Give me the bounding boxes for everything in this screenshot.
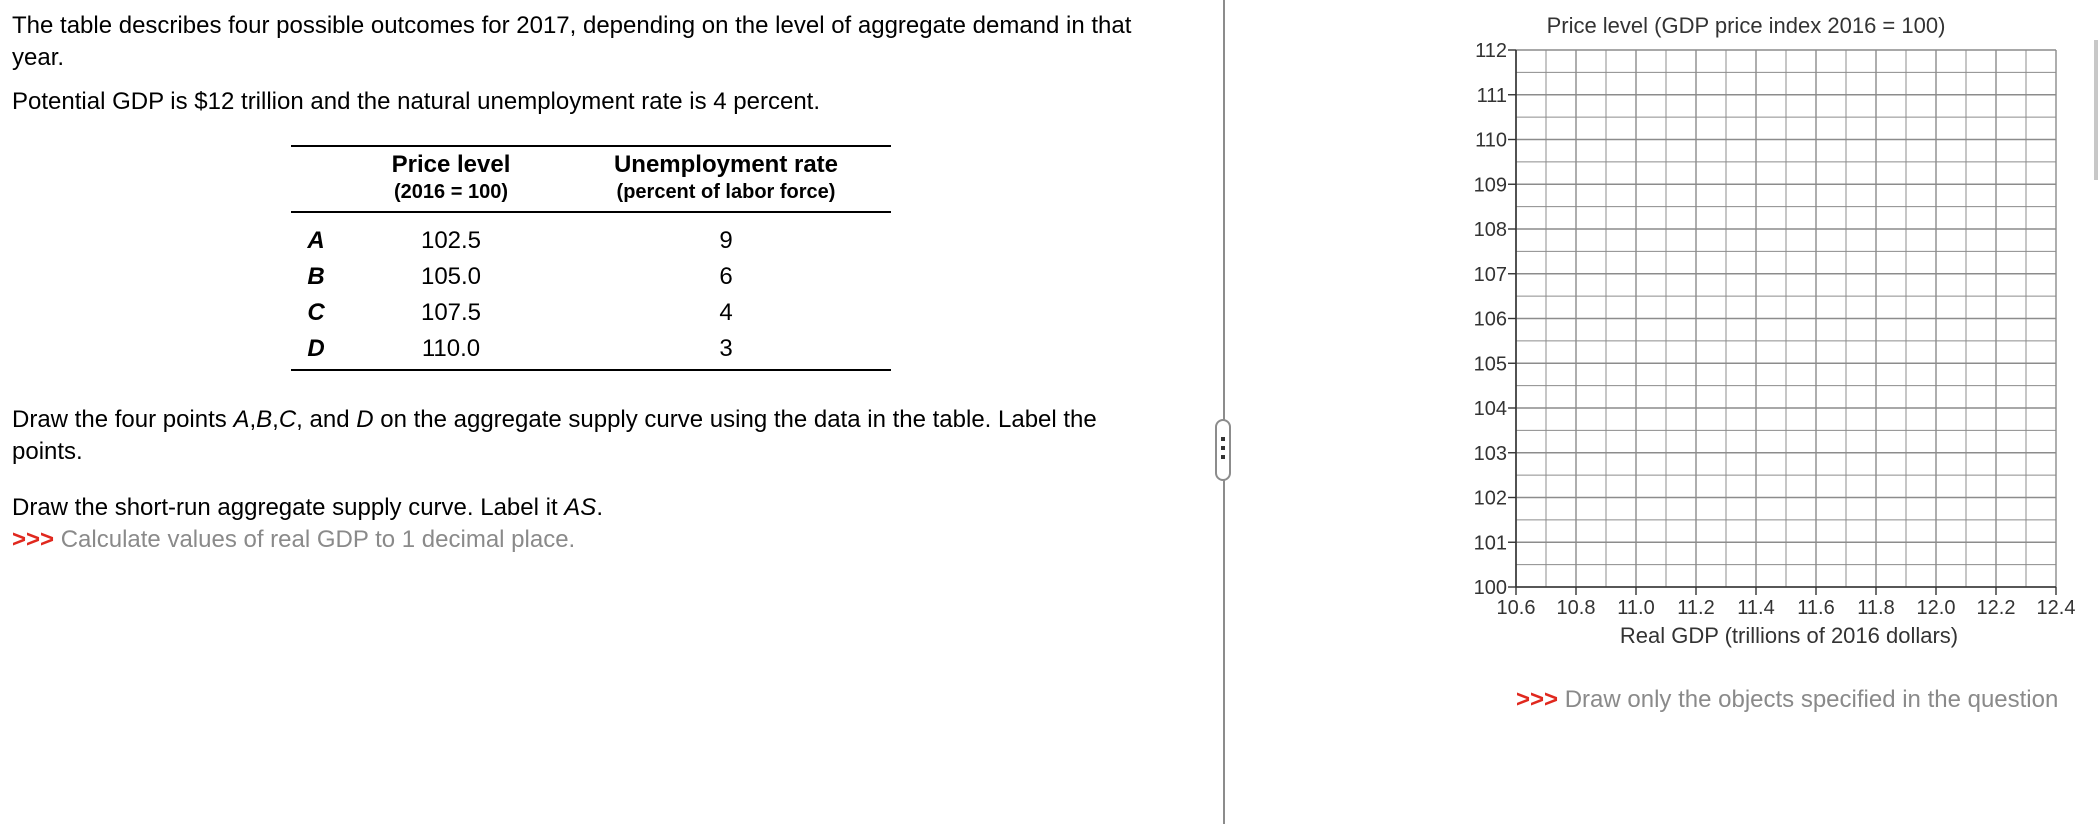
- y-tick-label: 104: [1473, 398, 1507, 420]
- unemployment-cell: 4: [719, 299, 733, 326]
- y-tick-label: 109: [1473, 174, 1507, 197]
- graph-hint: [1516, 684, 2058, 716]
- x-axis-title: Real GDP (trillions of 2016 dollars): [1619, 623, 1959, 648]
- y-tick-label: 111: [1476, 84, 1507, 107]
- x-tick-label: 12.0: [1916, 597, 1956, 619]
- x-tick-label: 10.6: [1496, 597, 1536, 619]
- x-tick-labels: [1497, 597, 2076, 619]
- hint-arrow: >>>: [12, 526, 55, 553]
- outcomes-table: [291, 145, 891, 371]
- unemployment-cell: 3: [561, 331, 891, 370]
- unemployment-cell: 6: [719, 263, 733, 290]
- instr-text-and: and: [302, 406, 357, 433]
- axis-ticks: [1508, 50, 2056, 595]
- table-row: [291, 295, 891, 331]
- y-tick-label: 101: [1473, 532, 1507, 555]
- handle-dot-icon: [1221, 455, 1225, 459]
- point-label-b: B: [256, 406, 273, 433]
- scrollbar[interactable]: [2094, 40, 2098, 180]
- x-tick-label: 11.8: [1857, 597, 1895, 619]
- y-tick-labels: [1474, 40, 1507, 599]
- header-unemployment-rate: [561, 146, 891, 212]
- x-tick-label: 11.6: [1797, 597, 1835, 619]
- graph-pane: [1226, 0, 2098, 824]
- question-intro: The table describes four possible outcomes for 2017, depending on the level of aggregate demand in that year.: [12, 12, 1132, 71]
- x-tick-label: 11.0: [1617, 597, 1655, 619]
- header-price-title: Price level: [391, 151, 511, 178]
- price-cell: 107.5: [420, 299, 482, 326]
- header-blank: [291, 146, 341, 212]
- y-tick-label: 106: [1473, 308, 1507, 331]
- curve-text-pre: Draw the short-run aggregate supply curve. Label it: [12, 494, 565, 521]
- x-tick-label: 12.2: [1976, 597, 2016, 619]
- handle-dot-icon: [1221, 446, 1225, 450]
- curve-text-post: .: [596, 494, 603, 521]
- price-cell: 102.5: [420, 227, 482, 254]
- question-potential-gdp: Potential GDP is $12 trillion and the natural unemployment rate is 4 percent.: [12, 88, 821, 115]
- instruction-draw-curve: [12, 492, 1172, 524]
- y-axis-title: Price level (GDP price index 2016 = 100): [1546, 13, 1946, 38]
- graph-canvas[interactable]: [1226, 0, 2094, 670]
- row-label: C: [307, 299, 325, 326]
- y-tick-label: 102: [1473, 487, 1507, 510]
- row-label: A: [307, 227, 325, 254]
- graph-hint-arrow: >>>: [1516, 686, 1559, 713]
- table-row: [291, 331, 891, 370]
- y-tick-label: 100: [1473, 577, 1507, 599]
- graph-hint-text: Draw only the objects specified in the question: [1564, 686, 2059, 713]
- hint-decimal: [12, 524, 1172, 556]
- header-price-sub: (2016 = 100): [394, 181, 508, 203]
- row-label: D: [291, 331, 341, 370]
- pane-divider[interactable]: [1223, 0, 1225, 824]
- instr-text-pre: Draw the four points: [12, 406, 234, 433]
- x-tick-label: 12.4: [2036, 597, 2076, 619]
- price-cell: 110.0: [341, 331, 561, 370]
- instruction-draw-points: Draw the four points A,B,C, and D on the aggregate supply curve using the data in the table. Label the points.: [12, 406, 1097, 465]
- y-tick-label: 110: [1475, 129, 1507, 152]
- table-header-row: [291, 146, 891, 212]
- y-tick-label: 108: [1473, 219, 1507, 241]
- header-unemp-sub: (percent of labor force): [616, 181, 836, 203]
- y-tick-label: 107: [1473, 263, 1507, 286]
- x-tick-label: 11.4: [1737, 597, 1775, 619]
- curve-label-as: AS: [564, 494, 597, 521]
- point-label-d: D: [356, 406, 374, 433]
- table-row: [291, 212, 891, 259]
- hint-text: Calculate values of real GDP to 1 decimal place.: [60, 526, 576, 553]
- handle-dot-icon: [1221, 437, 1225, 441]
- price-cell: 105.0: [420, 263, 482, 290]
- y-tick-label: 105: [1473, 353, 1507, 376]
- y-tick-label: 103: [1473, 442, 1507, 465]
- x-tick-label: 11.2: [1677, 597, 1715, 619]
- row-label: B: [307, 263, 325, 290]
- x-tick-label: 10.8: [1556, 597, 1596, 619]
- unemployment-cell: 9: [719, 227, 733, 254]
- header-unemp-title: Unemployment rate: [613, 151, 839, 178]
- table-row: [291, 259, 891, 295]
- header-price-level: [341, 146, 561, 212]
- point-label-c: C: [278, 406, 297, 433]
- instr-text-post: on the aggregate supply curve using the data in the table. Label the points.: [12, 406, 1097, 465]
- point-label-a: A: [233, 406, 250, 433]
- y-tick-label: 112: [1475, 40, 1507, 62]
